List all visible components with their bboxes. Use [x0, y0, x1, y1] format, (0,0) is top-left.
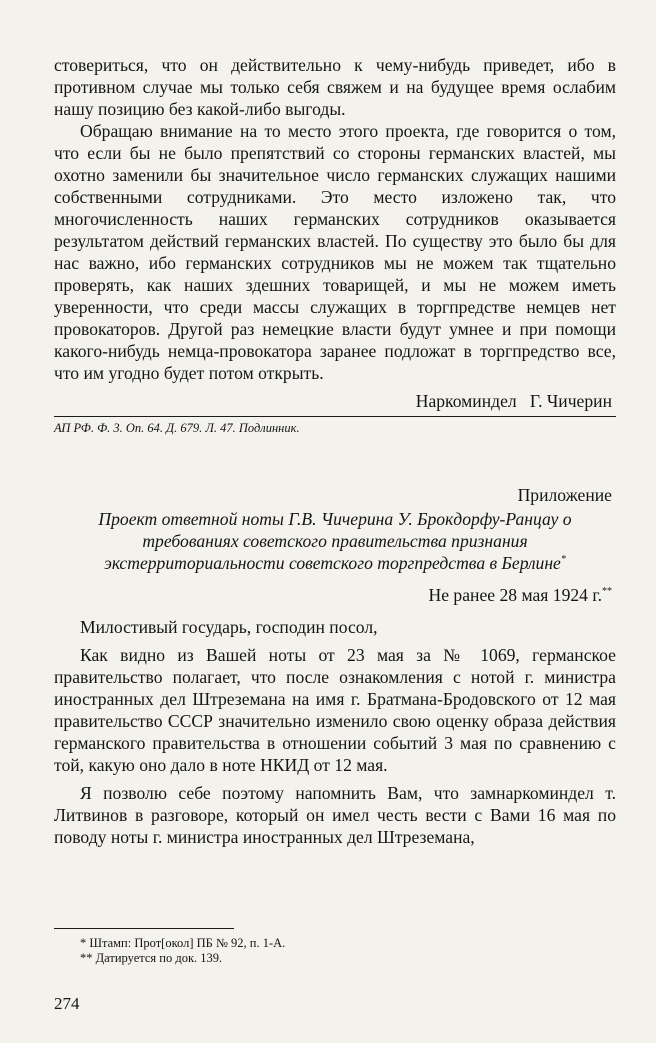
- document-date-text: Не ранее 28 мая 1924 г.: [428, 585, 602, 605]
- footnote-1: * Штамп: Прот[окол] ПБ № 92, п. 1-А.: [80, 936, 286, 950]
- footnotes: [54, 936, 354, 966]
- signature: Наркоминдел Г. Чичерин: [415, 391, 612, 411]
- paragraph-continuation: стовериться, что он действительно к чему-нибудь приведет, ибо в противном случае мы только себя свяжем и на будущее время ослабим нашу позицию без какой-либо выгоды.: [54, 55, 616, 119]
- appendix-title-footnote-mark: *: [560, 554, 566, 566]
- paragraph-attention: Обращаю внимание на то место этого проекта, где говорится о том, что если бы не было препятствий со стороны германских властей, мы охотно заменили бы значительное число германских служащих нашими собственными сотрудниками. Это место изложено так, что многочисленность наших германских сотрудников оказывается результатом действий германских властей. По существу это было бы для нас важно, ибо германских сотрудников мы не можем так тщательно проверять, как наших здешних товарищей, и мы не можем иметь уверенности, что среди массы служащих в торгпредстве немцев нет провокаторов. Другой раз немецкие власти будут умнее и при помощи какого-нибудь немца-провокатора заранее подложат в торгпредство все, что им угодно будет потом открыть.: [54, 121, 616, 383]
- footnote-divider: [54, 928, 234, 929]
- page-number: 274: [54, 994, 80, 1013]
- footnote-2: ** Датируется по док. 139.: [80, 951, 223, 965]
- appendix-title-text: Проект ответной ноты Г.В. Чичерина У. Брокдорфу-Ранцау о требованиях советского правительства признания экстерриториальности советского торгпредства в Берлине: [98, 509, 572, 573]
- appendix-label: Приложение: [517, 485, 612, 505]
- appendix-title: [54, 508, 616, 574]
- archive-source: АП РФ. Ф. 3. Оп. 64. Д. 679. Л. 47. Подлинник.: [54, 416, 616, 436]
- document-date: [54, 584, 612, 606]
- document-date-footnote-mark: **: [602, 586, 612, 598]
- note-paragraph-2: Я позволю себе поэтому напомнить Вам, что замнаркоминдел т. Литвинов в разговоре, который он имел честь вести с Вами 16 мая по поводу ноты г. министра иностранных дел Штреземана,: [54, 783, 616, 847]
- note-paragraph-1: Как видно из Вашей ноты от 23 мая за № 1069, германское правительство полагает, что после ознакомления с нотой г. министра иностранных дел Штреземана на имя г. Братмана-Бродовского от 12 мая правительство СССР значительно изменило свою оценку образа действия германского правительства в отношении событий 3 мая по сравнению с той, какую оно дало в ноте НКИД от 12 мая.: [54, 645, 616, 775]
- salutation: Милостивый государь, господин посол,: [80, 617, 378, 637]
